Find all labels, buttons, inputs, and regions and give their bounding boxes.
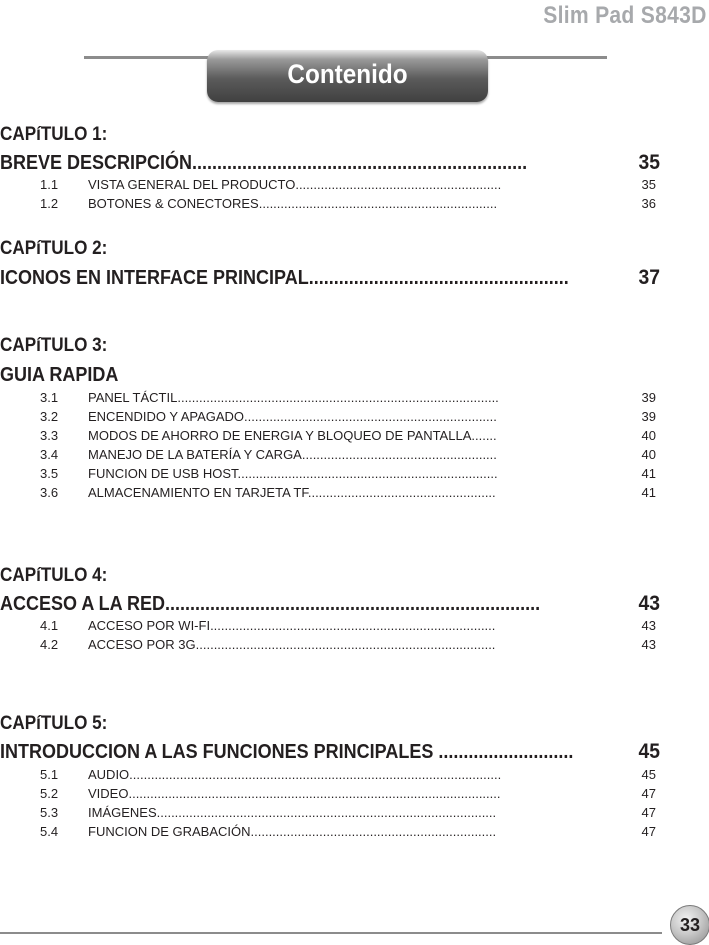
- entry-text: MANEJO DE LA BATERÍA Y CARGA......................................................: [88, 447, 497, 462]
- entry-list: [0, 616, 660, 654]
- entry-number: 5.1: [40, 767, 59, 782]
- chapter-page: 45: [638, 740, 660, 763]
- chapter-title: INTRODUCCION A LAS FUNCIONES PRINCIPALES ...........................: [0, 741, 574, 763]
- entry-page: 43: [641, 618, 656, 633]
- entry-page: 47: [641, 786, 656, 801]
- entry-text: IMÁGENES..............................................................................................: [88, 805, 497, 820]
- entry-page: 39: [641, 409, 656, 424]
- entry-number: 3.3: [40, 428, 59, 443]
- entry-number: 4.2: [40, 637, 59, 652]
- entry-number: 3.2: [40, 409, 59, 424]
- chapter-title-row[interactable]: [0, 149, 660, 177]
- entry-list: [0, 765, 660, 841]
- chapter-title: BREVE DESCRIPCIÓN...................................................................: [0, 152, 528, 174]
- chapter-title-wrap: [0, 590, 614, 618]
- toc-entry[interactable]: [0, 483, 660, 502]
- entry-number: 5.4: [40, 824, 59, 839]
- entry-list: [0, 175, 660, 213]
- entry-page: 40: [641, 428, 656, 443]
- entry-text: ACCESO POR WI-FI...............................................................................: [88, 618, 496, 633]
- entry-page: 36: [641, 196, 656, 211]
- toc-entry[interactable]: [0, 803, 660, 822]
- entry-number: 4.1: [40, 618, 59, 633]
- page-number-badge: [670, 905, 709, 945]
- page-number: 33: [679, 915, 701, 935]
- entry-text: AUDIO.......................................................................................................: [88, 767, 502, 782]
- entry-page: 41: [641, 466, 656, 481]
- entry-text: BOTONES & CONECTORES..................................................................: [88, 196, 498, 211]
- entry-number: 3.5: [40, 466, 59, 481]
- toc-entry[interactable]: [0, 388, 660, 407]
- entry-page: 39: [641, 390, 656, 405]
- entry-list: [0, 388, 660, 502]
- entry-text: FUNCION DE USB HOST........................................................................: [88, 466, 498, 481]
- chapter-title-row[interactable]: [0, 361, 660, 389]
- entry-text: ENCENDIDO Y APAGADO......................................................................: [88, 409, 497, 424]
- chapter-title-row[interactable]: [0, 590, 660, 618]
- chapter-label: CAPíTULO 3:: [0, 335, 108, 356]
- toc-entry[interactable]: [0, 822, 660, 841]
- chapter-label: CAPíTULO 4:: [0, 565, 108, 586]
- entry-text: ACCESO POR 3G...................................................................................: [88, 637, 496, 652]
- entry-number: 1.2: [40, 196, 59, 211]
- toc-entry[interactable]: [0, 616, 660, 635]
- chapter-3: [0, 333, 660, 502]
- toc-entry[interactable]: [0, 635, 660, 654]
- entry-text: VISTA GENERAL DEL PRODUCTO.........................................................: [88, 177, 502, 192]
- entry-page: 40: [641, 447, 656, 462]
- chapter-2: [0, 236, 660, 292]
- toc-entry[interactable]: [0, 464, 660, 483]
- entry-text: VIDEO.......................................................................................................: [88, 786, 501, 801]
- chapter-title-row[interactable]: [0, 738, 660, 766]
- section-tab-label: Contenido: [287, 59, 408, 89]
- entry-page: 47: [641, 805, 656, 820]
- entry-page: 41: [641, 485, 656, 500]
- toc-entry[interactable]: [0, 784, 660, 803]
- chapter-label: CAPíTULO 5:: [0, 713, 108, 734]
- chapter-title-wrap: [0, 149, 614, 177]
- chapter-page: 37: [638, 266, 660, 289]
- chapter-title-wrap: [0, 264, 614, 292]
- chapter-title: ICONOS EN INTERFACE PRINCIPAL....................................................: [0, 267, 569, 289]
- entry-text: ALMACENAMIENTO EN TARJETA TF....................................................: [88, 485, 496, 500]
- chapter-title-row[interactable]: [0, 264, 660, 292]
- product-title: Slim Pad S843D: [543, 2, 707, 29]
- chapter-title-wrap: [0, 361, 614, 389]
- chapter-title: ACCESO A LA RED...........................................................................: [0, 593, 541, 615]
- entry-text: FUNCION DE GRABACIÓN....................................................................: [88, 824, 497, 839]
- entry-page: 45: [641, 767, 656, 782]
- section-tab: [207, 50, 488, 102]
- chapter-title-wrap: [0, 738, 614, 766]
- entry-page: 43: [641, 637, 656, 652]
- entry-text: MODOS DE AHORRO DE ENERGIA Y BLOQUEO DE PANTALLA.......: [88, 428, 497, 443]
- entry-number: 3.1: [40, 390, 59, 405]
- toc-entry[interactable]: [0, 426, 660, 445]
- toc-entry[interactable]: [0, 175, 660, 194]
- toc-entry[interactable]: [0, 445, 660, 464]
- chapter-label: CAPíTULO 2:: [0, 238, 108, 259]
- chapter-title: GUIA RAPIDA: [0, 364, 119, 386]
- entry-page: 35: [641, 177, 656, 192]
- toc-entry[interactable]: [0, 407, 660, 426]
- entry-text: PANEL TÁCTIL.........................................................................................: [88, 390, 499, 405]
- chapter-page: 43: [638, 592, 660, 615]
- chapter-5: [0, 711, 660, 841]
- toc-entry[interactable]: [0, 194, 660, 213]
- entry-number: 5.2: [40, 786, 59, 801]
- entry-number: 3.4: [40, 447, 59, 462]
- chapter-1: [0, 122, 660, 213]
- chapter-page: 35: [638, 151, 660, 174]
- chapter-label: CAPíTULO 1:: [0, 124, 108, 145]
- entry-number: 1.1: [40, 177, 59, 192]
- toc-entry[interactable]: [0, 765, 660, 784]
- chapter-4: [0, 563, 660, 654]
- entry-number: 3.6: [40, 485, 59, 500]
- entry-number: 5.3: [40, 805, 59, 820]
- entry-page: 47: [641, 824, 656, 839]
- footer-rule: [0, 932, 662, 934]
